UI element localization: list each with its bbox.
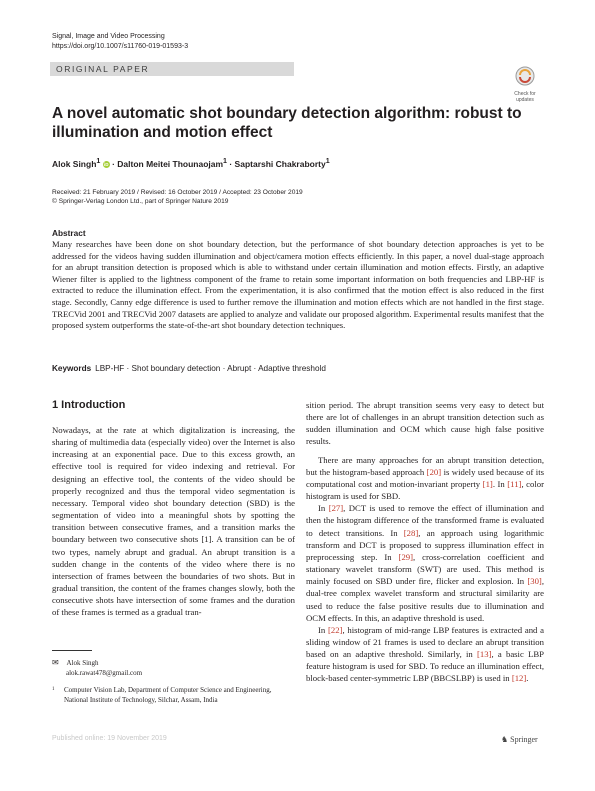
paragraph: In [22], histogram of mid-range LBP features is extracted and a sliding window of 21 frames is used to declare an abrupt transition based on an adaptive threshold. Similarly, in [13], a basic LBP feature histogram is used for SBD. To reduce an illumination effect, block-based center-symmetric LBP (BBCSLBP) is used in [12]. <box>306 624 544 684</box>
corresponding-email[interactable]: alok.rawat478@gmail.com <box>66 668 143 677</box>
author-separator: · <box>109 158 118 169</box>
affiliation-text: Computer Vision Lab, Department of Computer Science and Engineering, National Institute of Technology, Silchar, Assam, India <box>64 686 272 704</box>
author-affiliation-mark: 1 <box>96 157 101 165</box>
journal-header <box>52 32 188 52</box>
check-for-updates-badge[interactable] <box>509 66 541 103</box>
citation-link[interactable]: [11] <box>507 478 522 489</box>
article-type-label: ORIGINAL PAPER <box>56 64 150 74</box>
envelope-icon: ✉ <box>52 658 59 667</box>
abstract-body: Many researches have been done on shot boundary detection, but the performance of shot boundary detection approaches is yet to be addressed for the videos having sudden illumination and object/camera motion effects efficiently. In this paper, a novel dual-stage approach for an abrupt transition detection is proposed which is able to withstand under certain illumination and motion effects. Firstly, an adaptive Wiener filter is applied to the lightness component of the frame to retain some important information on both frequencies and LBP-HF is extracted to reduce the illumination effect. From the experimentation, it is also confirmed that the motion effect is also reduced in the first stage. Secondly, Canny edge difference is used to further remove the illumination and motion effects which are not handled in the first stage. TRECVid 2001 and TRECVid 2007 datasets are applied to analyze and validate our proposed algorithm. Experimental results manifest that the proposed system outperforms the state-of-the-art shot boundary detection techniques. <box>52 239 544 331</box>
author-separator: · <box>226 158 235 169</box>
citation-link[interactable]: [20] <box>426 466 442 477</box>
paragraph: sition period. The abrupt transition seems very easy to detect but there are lot of challenges in an abrupt transition detection such as sudden illumination and OCM which cause high false positive results. <box>306 400 544 447</box>
article-type-banner <box>50 62 294 76</box>
footnote-rule <box>52 650 92 651</box>
paper-title: A novel automatic shot boundary detection algorithm: robust to illumination and motion effect <box>52 105 522 141</box>
copyright-line: © Springer-Verlag London Ltd., part of Springer Nature 2019 <box>52 198 229 206</box>
orcid-icon[interactable]: iD <box>103 161 109 167</box>
citation-link[interactable]: [28] <box>403 527 419 538</box>
author-name[interactable]: Alok Singh <box>52 158 97 169</box>
published-online: Published online: 19 November 2019 <box>52 735 167 742</box>
check-updates-label: Check for updates <box>514 91 536 103</box>
publisher-logo <box>501 735 538 744</box>
author-affiliation-mark: 1 <box>325 157 330 165</box>
citation-link[interactable]: [29] <box>398 551 414 562</box>
author-affiliation-mark: 1 <box>223 157 227 165</box>
history-block <box>52 188 303 206</box>
author-name[interactable]: Saptarshi Chakraborty <box>234 158 326 169</box>
citation-link[interactable]: [27] <box>328 503 344 514</box>
corresponding-name: Alok Singh <box>66 659 99 667</box>
doi-link[interactable]: https://doi.org/10.1007/s11760-019-01593-3 <box>52 43 189 50</box>
journal-name: Signal, Image and Video Processing <box>52 33 165 40</box>
keywords-list: LBP-HF · Shot boundary detection · Abrupt · Adaptive threshold <box>95 364 326 373</box>
section-heading-introduction: 1 Introduction <box>52 399 126 411</box>
right-column <box>306 399 544 685</box>
author-list <box>52 157 330 169</box>
article-dates: Received: 21 February 2019 / Revised: 16 October 2019 / Accepted: 23 October 2019 <box>52 189 303 196</box>
paragraph: Nowadays, at the rate at which digitalization is increasing, the sharing of multimedia data (especially video) over the Internet is also increasing at an exponential pace. Due to this excess growth, an effective tool is required for video indexing and retrieval. For designing an effective tool, the contents of the video should be properly recognized and thus the temporal video segmentation is necessary. Temporal video shot boundary detection (SBD) is the segmentation of video into a meaningful shots by spotting the transition between consecutive frames, and a transition marks the boundary between two consecutive shots [1]. A transition can be of two types, namely abrupt and gradual. An abrupt transition is a sudden change in the contents of the video where there is no intersection of frames between the boundaries of two shots. But in gradual transition, the content of the frames changes slowly, both the consecutive shots have intersection of some frames and the duration of these frames is termed as a gradual tran- <box>52 425 295 618</box>
citation-link[interactable]: [22] <box>327 624 343 635</box>
keywords-line <box>52 364 326 373</box>
citation-link[interactable]: [13] <box>476 649 492 660</box>
left-column <box>52 424 295 619</box>
author-name[interactable]: Dalton Meitei Thounaojam <box>117 158 224 169</box>
keywords-label: Keywords <box>52 364 92 373</box>
citation-link[interactable]: [30] <box>527 576 542 587</box>
paragraph: There are many approaches for an abrupt transition detection, but the histogram-based approach [20] is widely used because of its computational cost and motion-invariant property [1]. In [11], color histogram is used for SBD. <box>306 454 544 502</box>
check-updates-icon <box>509 66 541 86</box>
paragraph: In [27], DCT is used to remove the effect of illumination and then the histogram difference of the transformed frame is evaluated to detect transitions. In [28], an approach using logarithmic transform and DCT is proposed to suppress illumination effect in preprocessing step. In [29], cross-correlation coefficient and stationary wavelet transform (SWT) are used. This method is mainly focused on SBD under fire, flicker and explosion. In [30], dual-tree complex wavelet transform and structural similarity are used to reduce the false positive results due to illumination and OCM effects. In this, an adaptive threshold is used. <box>306 503 544 623</box>
citation-link[interactable]: [1] <box>482 478 493 489</box>
citation-link[interactable]: [12] <box>511 673 527 684</box>
corresponding-author <box>52 658 142 678</box>
affiliation-number: 1 <box>52 687 55 692</box>
publisher-name: Springer <box>510 735 538 744</box>
affiliation-footnote <box>52 686 272 705</box>
springer-horse-icon: ♞ <box>501 735 509 744</box>
abstract-heading: Abstract <box>52 228 86 238</box>
